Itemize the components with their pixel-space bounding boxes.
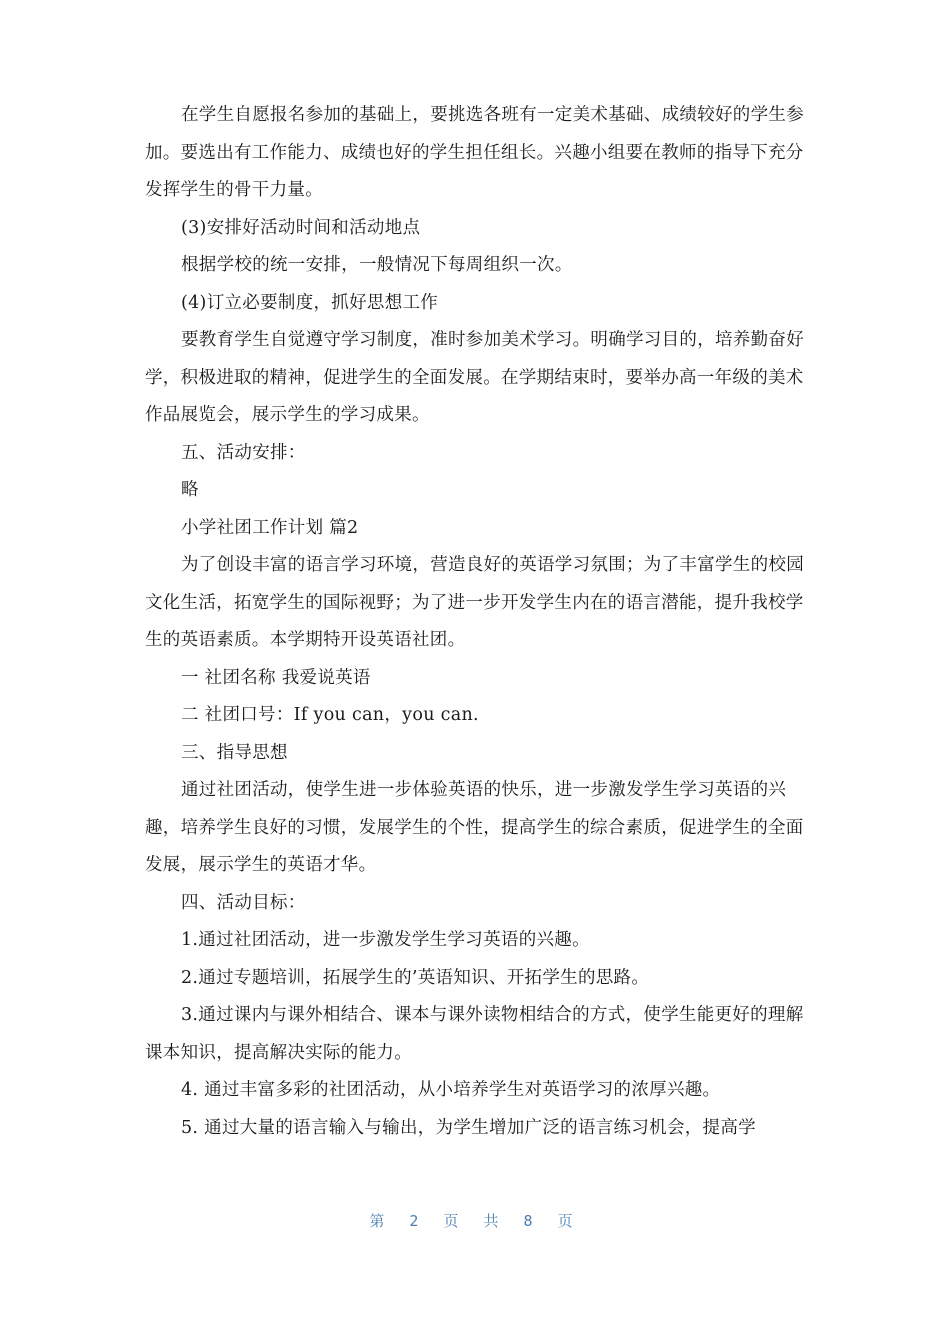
paragraph: 通过社团活动，使学生进一步体验英语的快乐，进一步激发学生学习英语的兴趣，培养学生良好的习惯，发展学生的个性，提高学生的综合素质，促进学生的全面发展，展示学生的英语才华。: [145, 780, 804, 875]
paragraph: 一 社团名称 我爱说英语: [181, 667, 371, 688]
paragraph: 根据学校的统一安排，一般情况下每周组织一次。: [181, 255, 573, 275]
list-item: 3.通过课内与课外相结合、课本与课外读物相结合的方式，使学生能更好的理解课本知识，提高解决实际的能力。: [145, 1005, 804, 1063]
paragraph: 要教育学生自觉遵守学习制度，准时参加美术学习。明确学习目的，培养勤奋好学，积极进取的精神，促进学生的全面发展。在学期结束时，要举办高一年级的美术作品展览会，展示学生的学习成果。: [145, 330, 804, 425]
list-item: 1.通过社团活动，进一步激发学生学习英语的兴趣。: [181, 930, 590, 950]
paragraph: (4)订立必要制度，抓好思想工作: [181, 292, 439, 313]
document-body: [145, 97, 805, 1147]
paragraph: 在学生自愿报名参加的基础上，要挑选各班有一定美术基础、成绩较好的学生参加。要选出有工作能力、成绩也好的学生担任组长。兴趣小组要在教师的指导下充分发挥学生的骨干力量。: [145, 105, 804, 200]
paragraph: 为了创设丰富的语言学习环境，营造良好的英语学习氛围；为了丰富学生的校园文化生活，拓宽学生的国际视野；为了进一步开发学生内在的语言潜能，提升我校学生的英语素质。本学期特开设英语社团。: [145, 555, 804, 650]
list-item: 2.通过专题培训，拓展学生的’英语知识、开拓学生的思路。: [181, 967, 650, 988]
list-item: 5. 通过大量的语言输入与输出，为学生增加广泛的语言练习机会，提高学: [181, 1117, 756, 1138]
section-heading: 三、指导思想: [181, 742, 288, 763]
list-item: 4. 通过丰富多彩的社团活动，从小培养学生对英语学习的浓厚兴趣。: [181, 1080, 721, 1100]
paragraph: 二 社团口号：If you can，you can.: [181, 705, 479, 725]
paragraph: (3)安排好活动时间和活动地点: [181, 217, 421, 238]
section-heading: 四、活动目标：: [181, 892, 306, 913]
section-title: 小学社团工作计划 篇2: [181, 517, 359, 538]
page-number-footer: 第 2 页 共 8 页: [369, 1212, 581, 1230]
section-heading: 五、活动安排：: [181, 442, 306, 463]
paragraph: 略: [181, 480, 199, 500]
